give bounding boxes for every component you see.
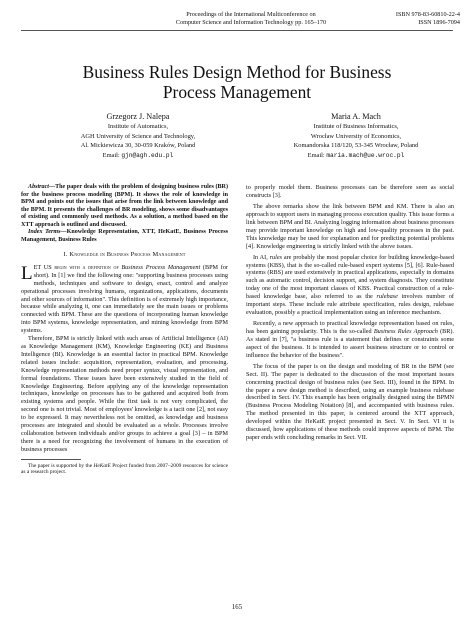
- email-label: Email:: [307, 151, 325, 159]
- author-block-1: [28, 112, 248, 160]
- index-terms: [21, 229, 228, 244]
- abstract-label: Abstract: [28, 184, 49, 190]
- affiliation-line: Al. Mickiewicza 30, 30-059 Kraków, Poland: [80, 142, 196, 149]
- affiliation-line: Wrocław University of Economics,: [310, 132, 402, 140]
- p1-rest: (BPM for short). In [1] we find the following one: "supporting business processes using methods, techniques and software to design, enact, control and analyze operational processes involving humans, organizations, applications, documents and other sources of information". This definition is of extremely high importance, because while analyzing it, one can immediately see the main issues or problems connected with BPM. These are the questions of incorporating human knowledge into BPM systems, knowledge representation, and mining knowledge from BPM systems.: [21, 263, 228, 335]
- author-block-2: [258, 112, 454, 160]
- affiliation-line: Institute of Automatics,: [107, 123, 169, 130]
- p3-rest-2: involves number of important steps. These include rule attribute specification, rules design, rulebase evaluation, possibly a practical implementation using an inference mechanism.: [246, 293, 454, 316]
- issn: ISSN 1896-7094: [418, 19, 460, 26]
- paper-title: [40, 62, 434, 102]
- header-line-1: Proceedings of the International Multiconference on: [186, 11, 316, 18]
- email-address[interactable]: gjn@agh.edu.pl: [121, 151, 174, 159]
- right-paragraph-4: [246, 320, 454, 360]
- section-heading: I. Knowledge in Business Process Management: [63, 251, 186, 258]
- running-header-proceedings: [157, 11, 345, 27]
- footnote: [21, 463, 228, 476]
- right-paragraph-1: to properly model them. Business processes can be therefore seen as social constructs [3].: [246, 184, 454, 199]
- email-line: [28, 151, 248, 161]
- author-name: Grzegorz J. Nalepa: [106, 112, 170, 121]
- right-paragraph-3: [246, 254, 454, 317]
- header-line-2: Computer Science and Information Technology pp. 165–170: [175, 19, 327, 26]
- p3-rest: are probably the most popular choice for building knowledge-based systems (KBS), that is the so-called rule-based expert systems [5], [6]. Rule-based systems (RBS) are used extensively in practical applications, especially in domains such as automatic control, decision support, and system diagnosis. They constitute today one of the most important classes of KBS. Practical construction of a rule-based knowledge base, also referred to as the: [246, 253, 455, 301]
- index-terms-label: Index Terms: [28, 229, 61, 235]
- right-paragraph-2: The above remarks show the link between BPM and KM. There is also an approach to support users in managing process execution quality. This issue forms a link between BPM and BI. Analyzing logging information about business processes may provide important knowledge on high and low-quality processes in the past. This knowledge may be used for explanation and for predicting potential problems [4]. Knowledge engineering is strictly linked with the above issues.: [246, 203, 454, 250]
- email-label: Email:: [102, 151, 120, 159]
- p1-lead: ET US begin with a definition of: [33, 263, 122, 271]
- right-paragraph-5: The focus of the paper is on the design and modeling of BR in the BPM (see Sect. II). The paper is dedicated to the discussion of the most important issues concerning practical design of business rules (see Sect. III), found in the BPM. In the paper a new design method is described, using an example business rulebase described in Sect. IV. This example has been originally designed using the BPMN (Business Process Modeling Notation) [8], and accompanied with business rules. The method presented in this paper, is centered around the XTT approach, developed within the HeKatE project presented in Sect. V. In Sect. VI it is discussed, how applications of these methods could improve aspects of BPM. The paper ends with concluding remarks in Sect. VII.: [246, 362, 454, 441]
- p4-rest: (BR). As stated in [7], "a business rule is a statement that defines or constraints some aspect of the business. It is intended to assert business structure or to control or influence the behavior of the business".: [246, 327, 455, 359]
- title-line-2: Process Management: [162, 82, 312, 102]
- footnote-rule: [21, 459, 81, 460]
- right-column: [246, 184, 454, 442]
- p4-lead: Recently, a new approach to practical knowledge representation based on rules, has been gaining popularity. This is the so-called: [246, 320, 454, 335]
- intro-paragraph-1: [21, 264, 228, 335]
- header-rule: [21, 30, 453, 31]
- abstract: [21, 184, 228, 229]
- drop-cap: L: [21, 262, 33, 284]
- affiliation-line: Komandorska 118/120, 53-345 Wrocław, Poland: [293, 142, 419, 149]
- index-terms-text: —Knowledge Representation, XTT, HeKatE, Business Process Management, Business Rules: [21, 229, 228, 243]
- p4-emphasis: Business Rules Approach: [373, 327, 438, 335]
- email-address[interactable]: maria.mach@ue.wroc.pl: [326, 151, 405, 159]
- intro-paragraph-2: Therefore, BPM is strictly linked with such areas of Artificial Intelligence (AI) as Knowledge Management (KM), Knowledge Engineering (KE) and Business Intelligence (BI). Knowledge is an essential factor in practical BPM. Knowledge related issues include: acquisition, representation, evaluation, and processing. Knowledge representation methods need proper syntax, visual representation, and formal foundations. These issues have been extensively studied in the field of Knowledge Engineering. Before applying any of the knowledge representation techniques, knowledge on processes has to be gathered and acquired both from existing systems and people. While the first task is not very complicated, the second one is not trivial. Most of employees' knowledge is a tacit one [2], not easy to be expressed. It may nevertheless not be omitted, as knowledge and business processes are integrated and should be evaluated as a whole. Processes involve collaboration between individuals and/or groups to achieve a goal [3] – in BPM there is a need for recognizing the involvement of humans in the execution of business processes: [21, 335, 228, 453]
- p3-emphasis: rules: [269, 253, 282, 261]
- isbn: ISBN 978-83-60810-22-4: [395, 11, 460, 18]
- affiliation-line: Institute of Business Informatics,: [313, 123, 399, 130]
- abstract-text: —The paper deals with the problem of designing business rules (BR) for the business process modeling (BPM). It shows the role of knowledge in BPM and points out the issues that arise from the link between knowledge and the BPM. It presents the challenges of BR modeling, shows some disadvantages of existing and commonly used methods. As a solution, a method based on the XTT approach is outlined and discussed.: [21, 184, 228, 228]
- running-header-ids: [360, 11, 460, 27]
- footnote-text-1: The paper is supported by the: [28, 462, 94, 469]
- email-line: [258, 151, 454, 161]
- footnote-text-2: Project funded from 2007–2009 resources for science as a research project.: [21, 462, 228, 476]
- affiliation-line: AGH University of Science and Technology,: [80, 132, 196, 140]
- left-column: [21, 184, 228, 476]
- title-line-1: Business Rules Design Method for Business: [82, 62, 392, 82]
- p1-emphasis: Business Process Management: [121, 263, 201, 271]
- footnote-emphasis: HeKatE: [93, 462, 111, 469]
- author-name: Maria A. Mach: [331, 112, 381, 121]
- p3-emphasis-2: rulebase: [376, 293, 398, 301]
- page-number: 165: [231, 604, 243, 611]
- p3-lead: In AI,: [253, 253, 270, 261]
